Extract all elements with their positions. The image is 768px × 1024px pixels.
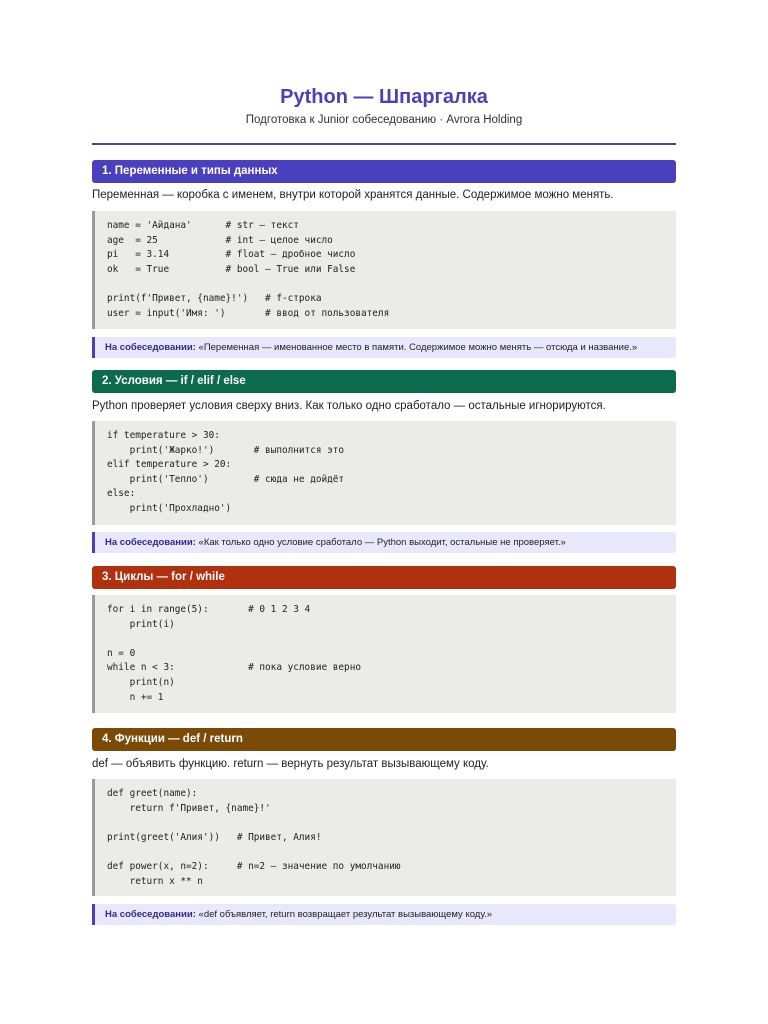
section-heading-functions: 4. Функции — def / return xyxy=(92,728,676,751)
section-heading-variables: 1. Переменные и типы данных xyxy=(92,160,676,183)
interview-note-variables xyxy=(92,337,676,358)
note-label: На собеседовании: xyxy=(105,342,196,353)
section-intro-conditions: Python проверяет условия сверху вниз. Как только одно сработало — остальные игнорируются. xyxy=(92,400,606,412)
title-divider xyxy=(92,143,676,145)
note-label: На собеседовании: xyxy=(105,909,196,920)
code-block-loops: for i in range(5): # 0 1 2 3 4 print(i) n = 0 while n < 3: # пока условие верно print(n) n += 1 xyxy=(92,595,676,713)
interview-note-conditions xyxy=(92,532,676,553)
page-title: Python — Шпаргалка xyxy=(280,86,488,108)
code-block-conditions: if temperature > 30: print('Жарко!') # выполнится это elif temperature > 20: print('Тепло') # сюда не дойдёт else: print('Прохладно') xyxy=(92,421,676,525)
note-text: «def объявляет, return возвращает результат вызывающему коду.» xyxy=(198,909,493,920)
interview-note-functions xyxy=(92,904,676,925)
note-label: На собеседовании: xyxy=(105,537,196,548)
section-heading-loops: 3. Циклы — for / while xyxy=(92,566,676,589)
note-text: «Как только одно условие сработало — Python выходит, остальные не проверяет.» xyxy=(198,537,566,548)
section-intro-functions: def — объявить функцию. return — вернуть результат вызывающему коду. xyxy=(92,758,489,770)
note-text: «Переменная — именованное место в памяти. Содержимое можно менять — отсюда и название.» xyxy=(198,342,638,353)
section-heading-conditions: 2. Условия — if / elif / else xyxy=(92,370,676,393)
page-subtitle: Подготовка к Junior собеседованию · Avrora Holding xyxy=(245,114,523,126)
code-block-variables: name = 'Айдана' # str — текст age = 25 # int — целое число pi = 3.14 # float — дробное число ok = True # bool — True или False print(f'Привет, {name}!') # f-строка user = input('Имя: ') # ввод от пользователя xyxy=(92,211,676,329)
code-block-functions: def greet(name): return f'Привет, {name}!' print(greet('Алия')) # Привет, Алия! def power(x, n=2): # n=2 — значение по умолчанию return x ** n xyxy=(92,779,676,896)
section-intro-variables: Переменная — коробка с именем, внутри которой хранятся данные. Содержимое можно менять. xyxy=(92,189,614,201)
